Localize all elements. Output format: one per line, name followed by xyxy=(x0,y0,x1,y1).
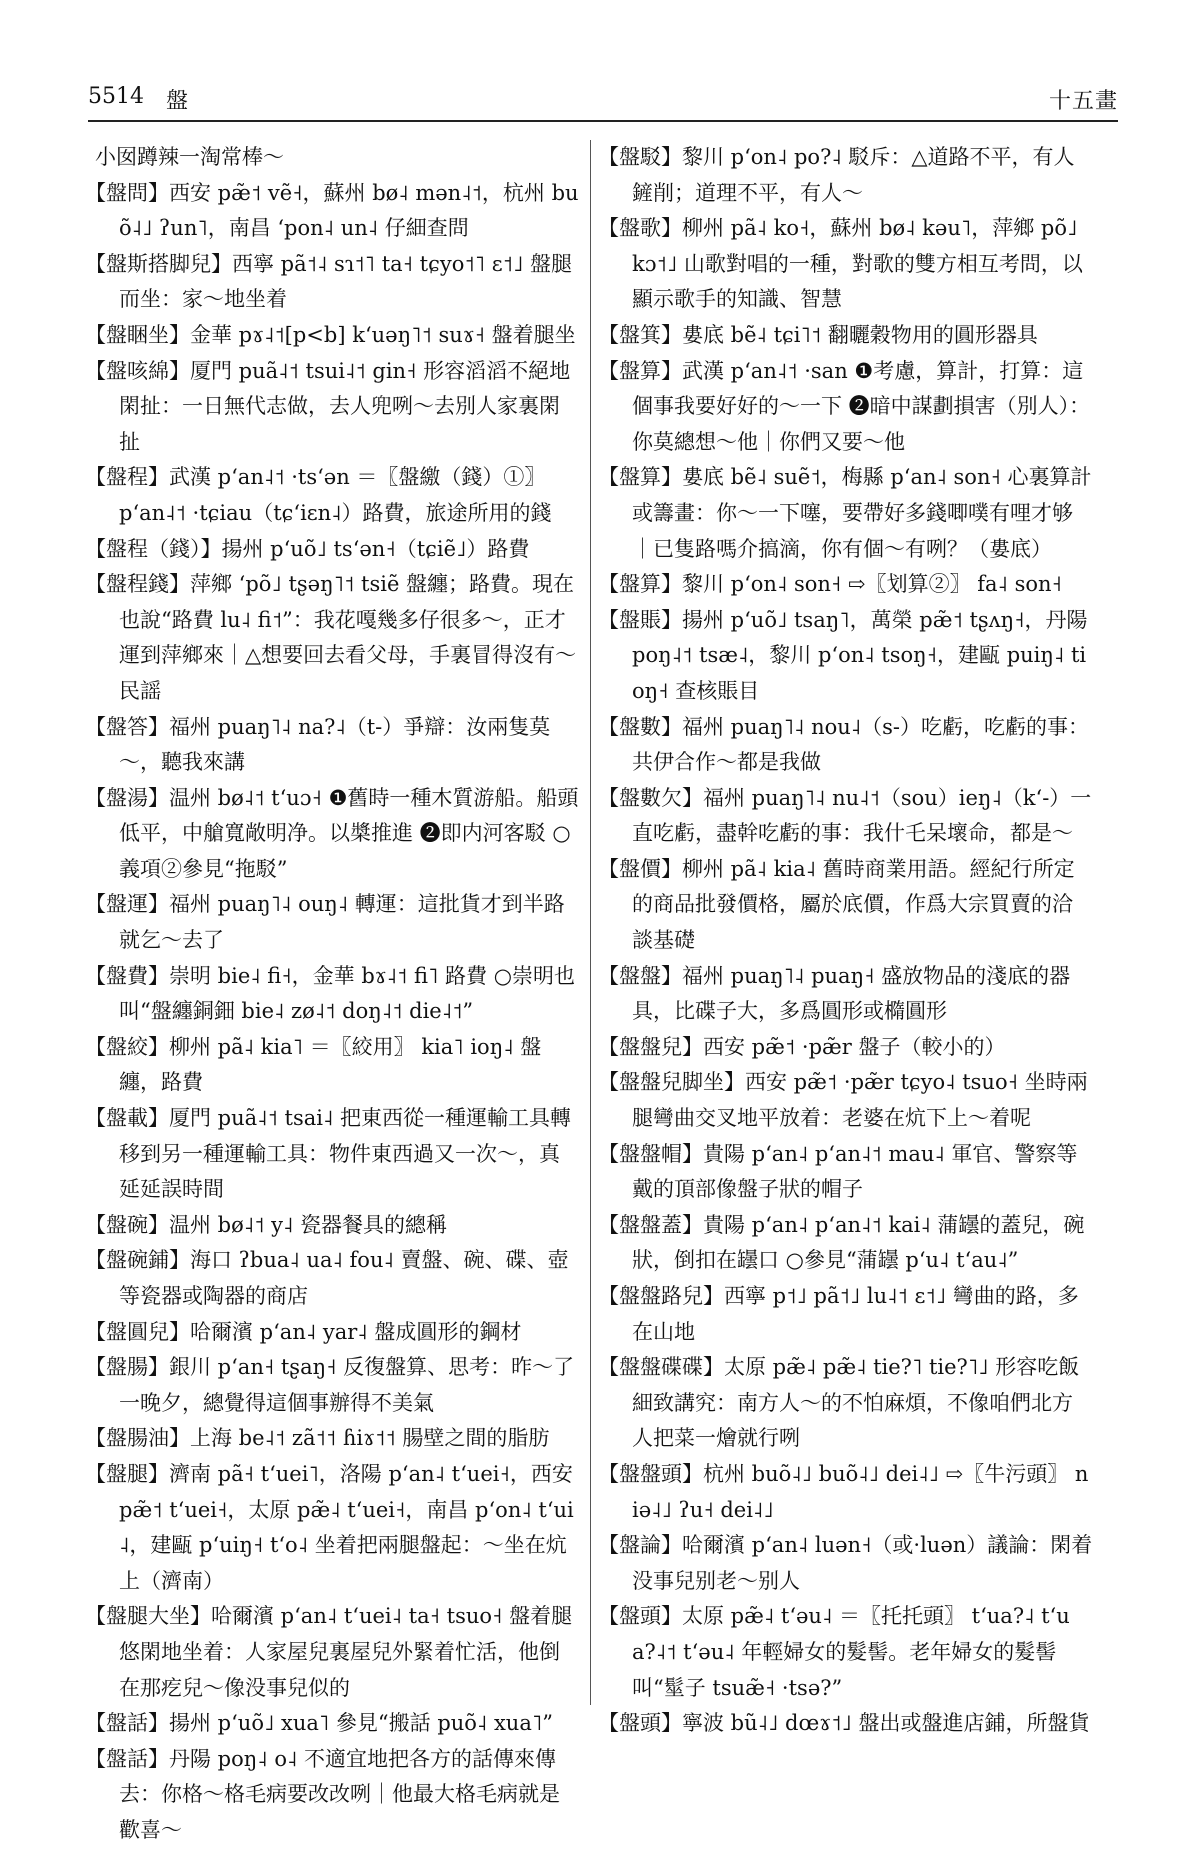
dictionary-entry: 【盤咳綿】厦門 puã˨˦ tsui˨˦ gin˧ 形容滔滔不絕地閑扯：一日無代志做，去人兜咧～去別人家裏閑扯 xyxy=(85,358,571,454)
dictionary-entry: 【盤歌】柳州 pã˨ ko˧，蘇州 bø˨ kəu˥，萍鄉 põ˩ kɔ˦˩ 山歌對唱的一種，對歌的雙方相互考問，以顯示歌手的知識、智慧 xyxy=(598,216,1083,312)
dictionary-entry: 【盤盤碟碟】太原 pæ̃˨ pæ̃˨ tie?˥ tie?˥˩ 形容吃飯細致講究：南方人～的不怕麻煩，不像咱們北方人把菜一燴就行咧 xyxy=(598,1355,1080,1451)
dictionary-entry: 【盤頭】太原 pæ̃˨ t‘əu˨ ＝〖托托頭〗 t‘ua?˨ t‘ua?˨˦ t‘əu˨ 年輕婦女的髮髻。老年婦女的髮髻叫“髽子 tsuæ̃˧ ·tsə?” xyxy=(598,1604,1070,1700)
dictionary-entry: 【盤程錢】萍鄉 ‘põ˩ tʂəŋ˥˦ tsiẽ 盤纏；路費。現在也說“路費 lu˨ fi˦”：我花嘎幾多仔很多～，正才運到萍鄉來｜△想要回去看父母，手裏冒得沒有～民謡 xyxy=(85,572,577,703)
dictionary-entry: 【盤盤路兒】西寧 p˦˩ pã˦˩ lu˨˦ ɛ˦˩ 彎曲的路，多在山地 xyxy=(598,1284,1079,1344)
dictionary-entry: 【盤話】丹陽 poŋ˨ o˨ 不適宜地把各方的話傳來傳去：你格～格毛病要改改咧｜他最大格毛病就是歡喜～ xyxy=(85,1746,560,1842)
dictionary-entry: 【盤算】婁底 bẽ˨ suẽ˦，梅縣 p‘an˨ son˧ 心裏算計或籌畫：你～一下噻，要帶好多錢唧噗有哩才够｜已隻路嗎介搞滴，你有個～有咧？（婁底） xyxy=(598,465,1092,561)
dictionary-entry: 【盤程（錢）】揚州 p‘uõ˩ ts‘ən˧（tɕiẽ˩）路費 xyxy=(85,536,530,561)
dictionary-entry: 【盤盤蓋】貴陽 p‘an˨ p‘an˨˦ kai˨ 蒲罎的蓋兒，碗狀，倒扣在罎口 ○參見“蒲罎 p‘u˨ t‘au˨” xyxy=(598,1212,1085,1273)
dictionary-entry: 小囡蹲辣一淘常棒～ xyxy=(95,145,284,169)
dictionary-entry: 【盤頭】寧波 bũ˨˩ dœɤ˦˩ 盤出或盤進店鋪，所盤貨 xyxy=(598,1711,1090,1736)
dictionary-entry: 【盤載】厦門 puã˨˦ tsai˨ 把東西從一種運輸工具轉移到另一種運輸工具：物件東西過又一次～，真延延誤時間 xyxy=(85,1106,572,1202)
dictionary-entry: 【盤答】福州 puaŋ˥˨ na?˨（t-）爭辯：汝兩隻莫～，聽我來講 xyxy=(85,714,551,775)
dictionary-entry: 【盤算】黎川 p‘on˨ son˧ ⇨〖划算②〗 fa˨ son˧ xyxy=(598,572,1062,597)
dictionary-entry: 【盤腸】銀川 p‘an˧ tʂaŋ˧ 反復盤算、思考：昨～了一晚夕，總覺得這個事辦得不美氣 xyxy=(85,1355,575,1415)
dictionary-entry: 【盤算】武漢 p‘an˨˦ ·san ❶考慮，算計，打算：這個事我要好好的～一下 ❷暗中謀劃損害（別人）：你莫總想～他｜你們又要～他 xyxy=(598,358,1091,454)
column-divider xyxy=(590,140,591,1705)
dictionary-entry: 【盤盤】福州 puaŋ˥˨ puaŋ˧ 盛放物品的淺底的器具，比碟子大，多爲圓形或橢圓形 xyxy=(598,963,1071,1024)
dictionary-entry: 【盤湯】温州 bø˨˦ t‘uɔ˧ ❶舊時一種木質游船。船頭低平，中艙寬敞明净。以槳推進 ❷即内河客駁 ○義項②參見“拖駁” xyxy=(85,785,579,881)
head-character: 盤 xyxy=(166,89,189,114)
dictionary-entry: 【盤問】西安 pæ̃˦ vẽ˧，蘇州 bø˨ mən˨˦，杭州 buõ˨˩ ʔun˥，南昌 ‘pon˨ un˨ 仔細查問 xyxy=(85,180,579,241)
dictionary-entry: 【盤數欠】福州 puaŋ˥˨ nu˨˦（sou）ieŋ˨（k‘-）一直吃虧，盡幹吃虧的事：我什乇呆壞命，都是～ xyxy=(598,785,1092,846)
dictionary-entry: 【盤盤兒】西安 pæ̃˦ ·pæ̃r 盤子（較小的） xyxy=(598,1034,1006,1059)
dictionary-entry: 【盤價】柳州 pã˨ kia˨ 舊時商業用語。經紀行所定的商品批發價格，屬於底價，作爲大宗買賣的洽談基礎 xyxy=(598,856,1075,953)
header-rule xyxy=(88,120,1118,122)
dictionary-entry: 【盤盤兒脚坐】西安 pæ̃˦ ·pæ̃r tɕyo˨ tsuo˧ 坐時兩腿彎曲交叉地平放着：老婆在炕下上～着呢 xyxy=(598,1070,1088,1131)
dictionary-entry: 【盤賬】揚州 p‘uõ˩ tsaŋ˥，萬榮 pæ̃˦ tʂʌŋ˧，丹陽 poŋ˨˦ tsæ˨，黎川 p‘on˨ tsoŋ˧，建甌 puiŋ˨ tioŋ˧ 查核賬目 xyxy=(598,607,1088,703)
dictionary-entry: 【盤腿大坐】哈爾濱 p‘an˨ t‘uei˨ ta˧ tsuo˧ 盤着腿悠閑地坐着：人家屋兒裏屋兒外緊着忙活，他倒在那疙兒～像没事兒似的 xyxy=(85,1604,573,1700)
left-column xyxy=(85,140,580,1849)
dictionary-entry: 【盤睏坐】金華 pɤ˨˦[p<b] k‘uəŋ˥˦ suɤ˧ 盤着腿坐 xyxy=(85,322,576,347)
dictionary-entry: 【盤論】哈爾濱 p‘an˨ luən˧（或·luən）議論：閑着没事兒别老～别人 xyxy=(598,1533,1093,1593)
dictionary-entry: 【盤碗鋪】海口 ʔbua˨ ua˨ fou˨ 賣盤、碗、碟、壺等瓷器或陶器的商店 xyxy=(85,1248,569,1308)
dictionary-entry: 【盤盤帽】貴陽 p‘an˨ p‘an˨˦ mau˨ 軍官、警察等戴的頂部像盤子狀的帽子 xyxy=(598,1141,1078,1202)
dictionary-entry: 【盤腸油】上海 be˨˦ zã˦˦ ɦiɤ˦˦ 腸壁之間的脂肪 xyxy=(85,1426,550,1451)
dictionary-entry: 【盤程】武漢 p‘an˨˦ ·ts‘ən ＝〖盤繳（錢）①〗 p‘an˨˦ ·tɕiau（tɕ‘iɛn˨）路費，旅途所用的錢 xyxy=(85,465,552,525)
section-label: 十五畫 xyxy=(1048,89,1118,114)
dictionary-entry: 【盤腿】濟南 pã˧ t‘uei˥，洛陽 p‘an˨ t‘uei˧，西安 pæ̃˦ t‘uei˧，太原 pæ̃˨ t‘uei˧，南昌 p‘on˨ t‘ui˨，建甌 p‘uiŋ˧ t‘o˨ 坐着把兩腿盤起：～坐在炕上（濟南） xyxy=(85,1461,574,1593)
dictionary-entry: 【盤運】福州 puaŋ˥˨ ouŋ˨ 轉運：這批貨才到半路就乞～去了 xyxy=(85,892,565,953)
page-header xyxy=(88,78,1118,118)
page-number: 5514 xyxy=(88,84,144,109)
dictionary-entry: 【盤費】崇明 bie˨ fi˧，金華 bɤ˨˦ fi˥ 路費 ○崇明也叫“盤纏銅鈿 bie˨ zø˨˦ doŋ˨˦ die˨˦” xyxy=(85,963,576,1024)
dictionary-entry: 【盤絞】柳州 pã˨ kia˥ ＝〖絞用〗 kia˥ ioŋ˨ 盤纏，路費 xyxy=(85,1034,542,1095)
dictionary-entry: 【盤數】福州 puaŋ˥˨ nou˨（s-）吃虧，吃虧的事：共伊合作～都是我做 xyxy=(598,714,1089,775)
dictionary-entry: 【盤斯搭脚兒】西寧 pã˦˨ sɿ˦˥ ta˧ tɕyo˦˥ ɛ˦˩ 盤腿而坐：家～地坐着 xyxy=(85,251,573,312)
dictionary-entry: 【盤箕】婁底 bẽ˨ tɕi˥˦ 翻曬穀物用的圓形器具 xyxy=(598,322,1038,347)
dictionary-entry: 【盤碗】温州 bø˨˦ y˨ 瓷器餐具的總稱 xyxy=(85,1212,448,1237)
dictionary-entry: 【盤話】揚州 p‘uõ˩ xua˥ 參見“搬話 puõ˨ xua˥” xyxy=(85,1711,553,1736)
dictionary-entry: 【盤盤頭】杭州 buõ˨˩ buõ˨˩ dei˨˩ ⇨〖牛污頭〗 niə˨˩ ʔu˧ dei˨˩ xyxy=(598,1461,1089,1522)
dictionary-entry: 【盤駁】黎川 p‘on˨ po?˨ 駁斥：△道路不平，有人鏟削；道理不平，有人～ xyxy=(598,145,1075,205)
right-column xyxy=(598,140,1093,1742)
dictionary-entry: 【盤圓兒】哈爾濱 p‘an˨ yar˨ 盤成圓形的鋼材 xyxy=(85,1319,522,1344)
